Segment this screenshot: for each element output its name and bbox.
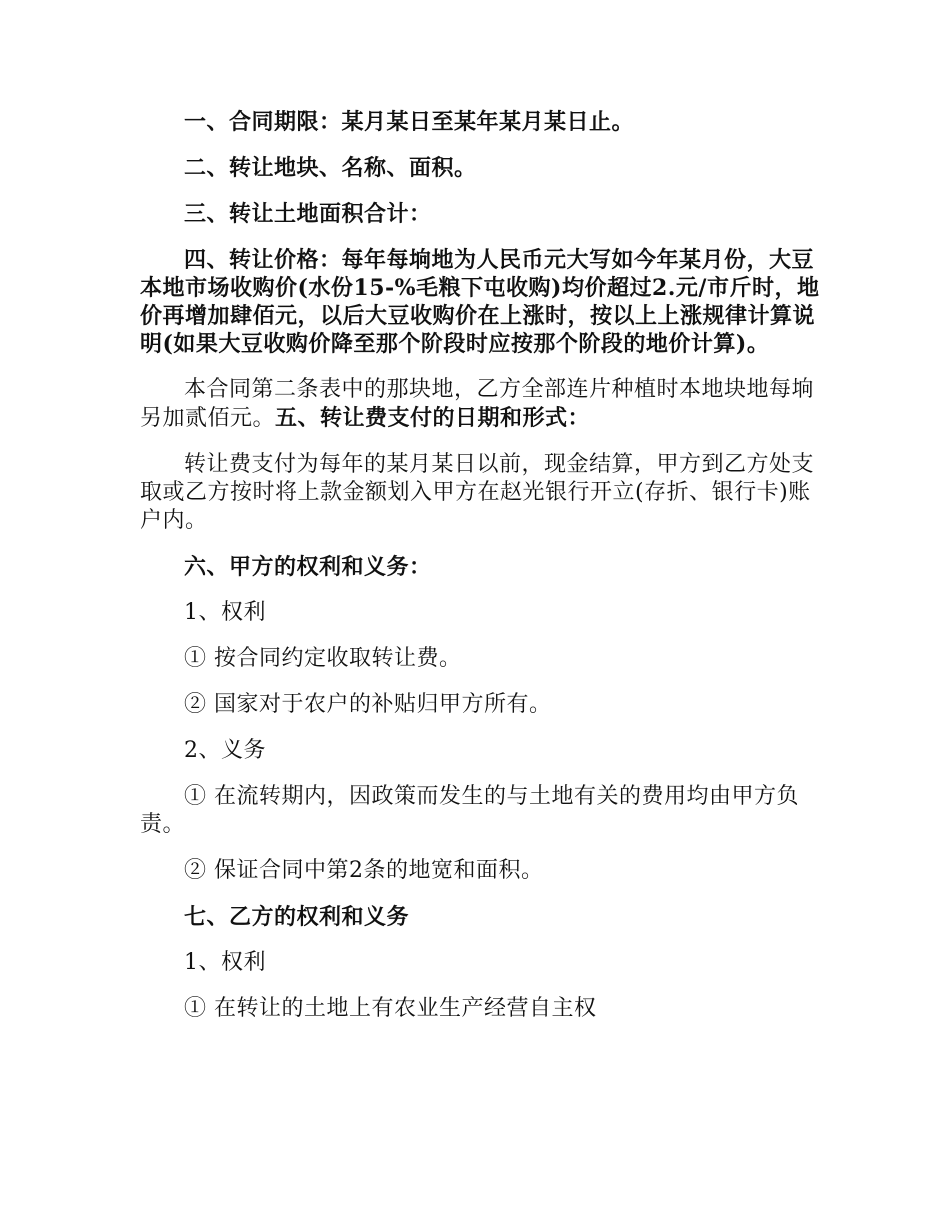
document-page xyxy=(140,108,820,1041)
paragraph-payment-terms: 转让费支付为每年的某月某日以前，现金结算，甲方到乙方处支取或乙方按时将上款金额划入甲方在赵光银行开立(存折、银行卡)账户内。 xyxy=(140,452,815,533)
party-b-right-1: ① 在转让的土地上有农业生产经营自主权 xyxy=(184,996,597,1021)
party-a-obligations-heading: 2、义务 xyxy=(184,738,266,763)
paragraph-plot-name-area: 二、转让地块、名称、面积。 xyxy=(184,155,477,181)
party-b-rights-heading: 1、权利 xyxy=(184,950,266,975)
party-a-right-2: ② 国家对于农户的补贴归甲方所有。 xyxy=(184,692,552,717)
party-a-obligation-2: ② 保证合同中第2条的地宽和面积。 xyxy=(184,858,544,883)
paragraph-total-area: 三、转让土地面积合计： xyxy=(184,201,432,227)
paragraph-extra-fee xyxy=(140,376,820,433)
party-a-obligation-1: ① 在流转期内，因政策而发生的与土地有关的费用均由甲方负责。 xyxy=(140,784,799,837)
section-seven-heading: 七、乙方的权利和义务 xyxy=(184,904,410,930)
paragraph-contract-term: 一、合同期限：某月某日至某年某月某日止。 xyxy=(184,109,635,135)
paragraph-transfer-price: 四、转让价格：每年每垧地为人民币元大写如今年某月份，大豆本地市场收购价(水份15-%毛粮下屯收购)均价超过2.元/市斤时，地价再增加肆佰元，以后大豆收购价在上涨时，按以上上涨规律计算说明(如果大豆收购价降至那个阶段时应按那个阶段的地价计算)。 xyxy=(140,247,820,357)
extra-fee-text: 本合同第二条表中的那块地，乙方全部连片种植时本地块地每垧另加贰佰元。 xyxy=(140,377,815,431)
section-six-heading: 六、甲方的权利和义务： xyxy=(184,554,432,580)
section-five-heading: 五、转让费支付的日期和形式： xyxy=(275,405,591,431)
party-a-right-1: ① 按合同约定收取转让费。 xyxy=(184,646,462,671)
party-a-rights-heading: 1、权利 xyxy=(184,600,266,625)
